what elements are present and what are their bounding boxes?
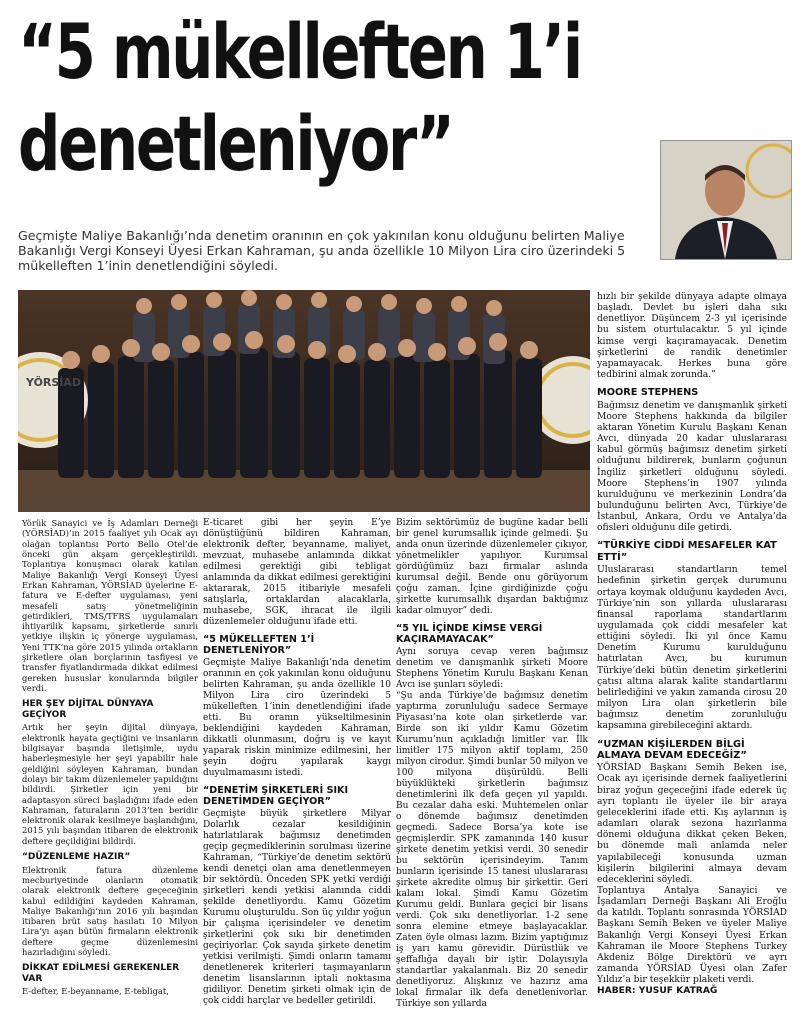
column-1	[22, 518, 198, 997]
subheading: HER ŞEY DİJİTAL DÜNYAYA GEÇİYOR	[22, 699, 154, 720]
paragraph: Artık her şeyin dijital dünyaya, elektronik hayata geçtiğini ve insanların bilgisayar başında iletişimle, uydu haberleşmesiyle her şeyi yapabilir hale geldiğini söyleyen Kahraman, bundan dolayı bir takım düzenlemeler yapıldığını bildirdi. Şirketler için yeni bir adaptasyon süreci başladığını ifade eden Kahraman, faturaların 2013’ten beridir elektronik olarak kesilmeye başlandığını, 2015 yılı başından itibaren de elektronik deftere geçildiğini bildirdi.	[22, 722, 198, 846]
subheading: MOORE STEPHENS	[597, 387, 699, 399]
subheading: “DÜZENLEME HAZIR”	[22, 852, 131, 863]
paragraph: Bağımsız denetim ve danışmanlık şirketi Moore Stephens hakkında da bilgiler aktaran Yönetim Kurulu Başkanı Kenan Avcı, dünyada 20 kadar uluslararası kabul görmüş bağımsız denetim şirketi olduğunu bildirerek, bunların çoğunun İngiliz şirketleri olduğunu söyledi. Moore Stephens’in 1907 yılında kurulduğunu ve merkezinin Londra’da bulunduğunu belirten Avcı, Türkiye’de İstanbul, Ankara, Ordu ve Antalya’da ofisleri olduğunu dile getirdi.	[597, 400, 787, 534]
subheading: DİKKAT EDİLMESİ GEREKENLER VAR	[22, 963, 180, 984]
headline-line1: “5 mükelleften 1’i	[18, 7, 581, 96]
paragraph: Elektronik fatura düzenleme mecburiyetinde olanların otomatik olarak elektronik deftere geçeceğinin kabul edildiğini kaydeden Kahraman, Maliye Bakanlığı’nın 2016 yılı başından itibaren brüt satış hasılatı 10 Milyon Lira’yı aşan bütün firmaların elektronik deftere geçme düzenlemesini hazırladığını söyledi.	[22, 864, 198, 958]
paragraph: “Şu anda Türkiye’de bağımsız denetim yaptırma zorunluluğu sadece Sermaye Piyasası’na kote olan şirketlerde var. Birde son iki yıldır Kamu Gözetim Kurumu’nun açıkladığı limitler var. İlk limitler 175 milyon aktif toplamı, 250 milyon cirodur. Şimdi bunlar 50 milyon ve 100 milyona düşürüldü. Belli büyüklükteki şirketlerin bağımsız denetimlerini ilk defa geçen yıl yapıldı. Bu cezalar daha eski. Muhtemelen onlar o dönemde bağımsız denetimden geçmedi. Sadece Borsa’ya kote ise geçmişlerdir. SPK zamanında 140 kusur şirkete denetim yetkisi verdi. 30 senedir bu sektörün içerisindeyim. Tanım bunların içerisinde 15 tanesi uluslararası şirkete akredite olmuş bir şirkettir. Geri kalanı lokal. Şimdi Kamu Gözetim Kurumu geldi. Bunlara geçici bir lisans verdi. Çok sıkı denetliyorlar. 1-2 sene sonra elemine etmeye başlayacaklar. Zaten öyle olması lazım. Bizim yaptığımız iş yarı kamu görevidir. Dürüstlük ve şeffaflığa dayalı bir iştir. Dolayısıyla standartlar yakalanmalı. Biz 20 senedir denetliyoruz. Alışkınız ve hazırız ama lokal firmalar ilk defa denetlenivorlar. Türkiye son yıllarda	[396, 691, 588, 1009]
byline: HABER: YUSUF KATRAĞ	[597, 986, 718, 997]
subheading: “UZMAN KİŞİLERDEN BİLGİ ALMAYA DEVAM EDECEĞİZ”	[597, 738, 747, 761]
photo-logo-text: YÖRSİAD	[26, 376, 82, 389]
paragraph: Toplantıya Antalya Sanayici ve İşadamları Derneği Başkanı Ali Eroğlu da katıldı. Toplantı sonrasında YÖRSİAD Başkanı Semih Beken ve üyeler Maliye Bakanlığı Vergi Konseyi Üyesi Erkan Kahraman ile Moore Stephens Turkey Akdeniz Bölge Direktörü ve ayrı zamanda YÖRSİAD Üyesi olan Zafer Yıldız’a bir teşekkür plaketi verdi.	[597, 885, 787, 986]
paragraph: Uluslararası standartların temel hedefinin şirketin gerçek durumunu ortaya koymak olduğunu kaydeden Avcı, Türkiye’nin son yıllarda uluslararası finansal raporlama standartlarını uygulamada çok ciddi mesafeler kat ettiğini söyledi. İki yıl önce Kamu Denetim Kurumu kurulduğunu hatırlatan Avcı, bu kurumun Türkiye’deki bütün denetim şirketlerini çatısı altına alarak kalite standartlarını belirlediğini ve yakın zamanda cirosu 20 milyon Lira olan şirketlerin bile bağımsız denetim zorunluluğu kapsamına girebileceğini aktardı.	[597, 565, 787, 732]
headline	[18, 6, 658, 190]
portrait-photo	[660, 140, 792, 260]
column-4	[597, 292, 787, 998]
column-3	[396, 518, 588, 1010]
group-photo	[18, 290, 590, 512]
paragraph: Geçmişte Maliye Bakanlığı’nda denetim oranının en çok yakınılan konu olduğunu belirten Kahraman, şu anda özellikle 10 Milyon Lira ciro üzerindeki 5 mükelleften 1’inin denetlendiğini ifade etti. Bu oranın yükseltilmesinin beklendiğini kaydeden Kahraman, dikkatli olunmasını, doğru iş ve kayıt yaparak riskin minimize edilmesini, her şeyin doğru yapılarak kaygı duyulmamasını istedi.	[203, 658, 391, 779]
subheading: “TÜRKİYE CİDDİ MESAFELER KAT ETTİ”	[597, 540, 777, 563]
subheading: “5 MÜKELLEFTEN 1’İ DENETLENİYOR”	[203, 633, 315, 657]
paragraph: E-defter, E-beyanname, E-tebligat,	[22, 986, 169, 997]
paragraph: YÖRSİAD Başkanı Semih Beken ise, Ocak ayı içerisinde dernek faaliyetlerini biraz yoğun geçeceğini ifade ederek üç ayrı toplantı ile üyeler ile bir araya geleceklerini ifade etti. Kış aylarının iş adamları olarak sezona hazırlanma dönemi olduğuna dikkat çeken Beken, bu dönemde mali anlamda neler yapılabileceği konusunda uzman kişilerin bilgilerini almaya devam edeceklerini söyledi.	[597, 763, 787, 885]
column-2	[203, 518, 391, 1007]
paragraph: Bizim sektörümüz de bugüne kadar belli bir genel kurumsallık içinde gelmedi. Şu anda onun üzerinde düzenlemeler çıkıyor, yönetmelikler yapılıyor. Kurumsal gördüğümüz bazı firmalar aslında kurumsal değil. Bende onu görüyorum çoğu zaman. İçine girdiğinizde çoğu şirkette kurumsallık dışardan baktığınız kadar olmuyor” dedi.	[396, 518, 588, 616]
paragraph: Yörük Sanayici ve İş Adamları Derneği (YÖRSİAD)’ın 2015 faaliyet yılı Ocak ayı olağan toplantısı Porto Bello Otel’de önceki gün akşam gerçekleştirildi. Toplantıya konuşmacı olarak katılan Maliye Bakanlığı Vergi Konseyi Üyesi Erkan Kahraman, YÖRSİAD üyelerine E-fatura ve E-defter uygulaması, yeni mesafeli satış yönetmeliğinin getirdikleri, TMS/TFRS uygulamaları ihtiyarilik kapsamı, şirketlerde sınırlı yetkiye ilişkin iç yönerge uygulaması, Yeni TTK’na göre 2015 yılında ortakların şirketlere olan borçlarının tasfiyesi ve transfer fiyatlandırmada dikkat edilmesi gereken hususlar konularında bilgiler verdi.	[22, 518, 198, 693]
subheading: “DENETİM ŞİRKETLERİ SIKI DENETİMDEN GEÇİYOR”	[203, 785, 349, 808]
paragraph: Aynı soruya cevap veren bağımsız denetim ve danışmanlık şirketi Moore Stephens Yönetim Kurulu Başkanı Kenan Avcı ise şunları söyledi:	[396, 647, 588, 691]
lead-paragraph: Geçmişte Maliye Bakanlığı’nda denetim oranının en çok yakınılan konu olduğunu belirten Maliye Bakanlığı Vergi Konseyi Üyesi Erkan Kahraman, şu anda özellikle 10 Milyon Lira ciro üzerindeki 5 mükelleften 1’inin denetlendiğini söyledi.	[18, 228, 626, 273]
paragraph: hızlı bir şekilde dünyaya adapte olmaya başladı. Devlet bu işleri daha sıkı denetliyor. Düşüncem 2-3 yıl içerisinde bu sistem oturtulacaktır. 5 yıl içinde kimse vergi kaçıramayacak. Denetim şirketlerini de randik denetimler yapamayacak. Herkes buna göre tedbirini almak zorunda.”	[597, 292, 787, 381]
headline-line2: denetleniyor”	[18, 99, 453, 188]
subheading: “5 YIL İÇİNDE KİMSE VERGİ KAÇIRAMAYACAK”	[396, 622, 543, 646]
paragraph: Geçmişte büyük şirketlere Milyar Dolarlık cezalar kesildiğinin hatırlatılarak bağımsız denetimden geçip geçmediklerinin sorulması üzerine Kahraman, “Türkiye’de denetim sektörü kendi denetçi olan ama denetlenmeyen bir sektördü. Önceden SPK yetki verdiği şirketleri kendi yetkisi alanında ciddi şekilde denetliyordu. Kamu Gözetim Kurumu oluşturuldu. Son üç yıldır yoğun bir çalışma içerisindeler ve denetim şirketlerini çok sıkı bir denetimden geçiriyorlar. Çok sayıda şirkete denetim yetkisi verilmişti. Şimdi onların tamamı denetlenerek kriterleri taşımayanların denetim lisanslarının iptali noktasına gidiliyor. Denetim şirketi olmak için de çok ciddi harçlar ve bedeller getirildi.	[203, 809, 391, 1007]
paragraph: E-ticaret gibi her şeyin E’ye dönüştüğünü bildiren Kahraman, elektronik defter, beyanname, maliyet, mevzuat, muhasebe anlamında dikkat edilmesi gerektiği gibi tebligat anlamında da dikkat edilmesi gerektiğini aktararak, 2015 itibariyle mesafeli satışlarla, ortaklardan alacaklarla, muhasebe, SGK, ihracat ile ilgili düzenlemeler olduğunu ifade etti.	[203, 518, 391, 627]
